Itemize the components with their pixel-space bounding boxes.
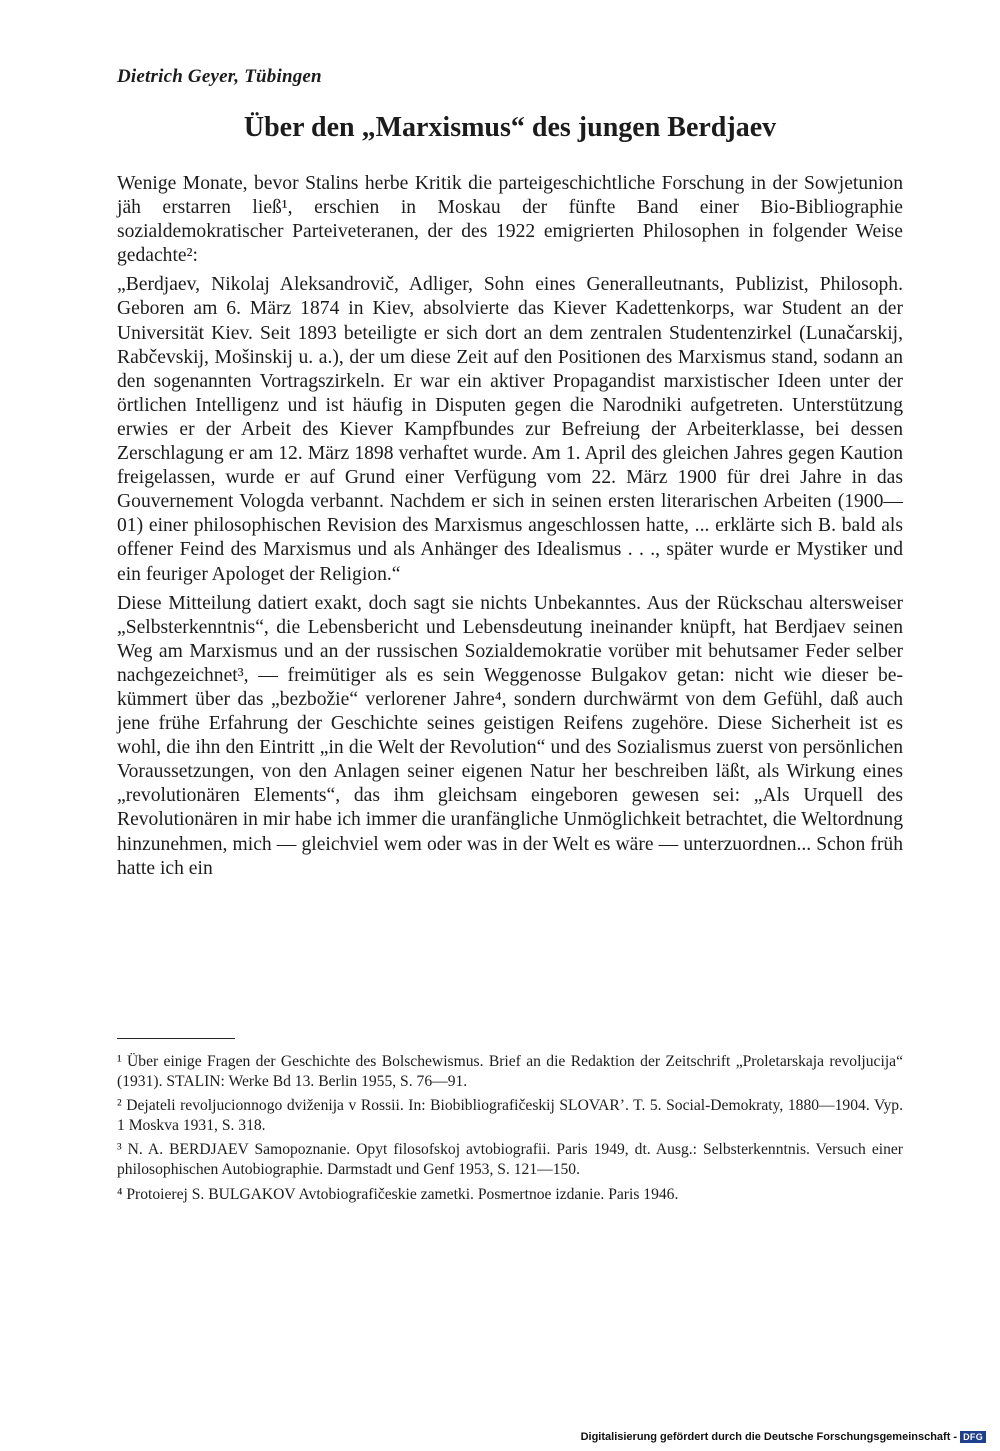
footnote-1: ¹ Über einige Fragen der Geschichte des Bolschewismus. Brief an die Redaktion der Zeitschrift „Proletarskaja revoljucija“ (1931). STALIN: Werke Bd 13. Berlin 1955, S. 76—91. <box>117 1053 903 1090</box>
article-title: Über den „Marxismus“ des jungen Berdjaev <box>243 112 777 143</box>
footnote-3: ³ N. A. BERDJAEV Samopoznanie. Opyt filosofskoj avtobiografii. Paris 1949, dt. Ausg.: Selbsterkenntnis. Versuch einer philosophischen Autobiographie. Darmstadt und Genf 1953, S. 121—150. <box>117 1141 903 1178</box>
digitization-credit <box>581 1431 986 1443</box>
body-paragraph: Wenige Monate, bevor Stalins herbe Kritik die parteigeschichtliche Forschung in der Sowjetunion jäh erstarren ließ¹, erschien in Moskau der fünfte Band einer Bio-Bibliographie sozialdemokratischer Parteiveteranen, der des 1922 emigrierten Philosophen in folgender Weise gedachte²: <box>117 173 903 267</box>
credit-text: Digitalisierung gefördert durch die Deutsche Forschungsgemeinschaft - <box>580 1431 958 1443</box>
footnote-divider <box>117 1038 235 1039</box>
footnotes <box>117 1052 903 1209</box>
footnote-2: ² Dejateli revoljucionnogo dviženija v Rossii. In: Biobibliografičeskij SLOVAR’. T. 5. Social-Demokraty, 1880—1904. Vyp. 1 Moskva 1931, S. 318. <box>117 1097 903 1134</box>
body-paragraph: Diese Mitteilung datiert exakt, doch sagt sie nichts Unbekanntes. Aus der Rückschau altersweiser „Selbsterkenntnis“, die Lebensbericht und Lebensdeutung ineinander knüpft, hat Berdjaev seinen Weg am Marxismus und an der russischen Sozialdemokratie vorüber mit behutsamer Feder selber nachgezeichnet³, — freimütiger als es sein Weggenosse Bulgakov getan: nicht wie dieser bekümmert über das „bezbožie“ verlorener Jahre⁴, sondern durchwärmt von dem Gefühl, daß auch jene frühe Erfahrung der Geschichte seines geistigen Reifens zugehöre. Diese Sicherheit ist es wohl, die ihn den Eintritt „in die Welt der Revolution“ und des Sozialismus zuerst von persönlichen Voraussetzungen, von den Anlagen seiner eigenen Natur her beschreiben läßt, als Wirkung eines „revolutionären Elements“, das ihm gleichsam eingeboren gewesen sei: „Als Urquell des Revolutionären in mir habe ich immer die uranfängliche Unmöglichkeit betrachtet, die Weltordnung hinzunehmen, mich — gleichviel wem oder was in der Welt es wäre — unterzuordnen... Schon früh hatte ich ein <box>117 592 903 879</box>
footnote-4: ⁴ Protoierej S. BULGAKOV Avtobiografičeskie zametki. Posmertnoe izdanie. Paris 1946. <box>117 1185 679 1203</box>
dfg-logo: DFG <box>960 1431 986 1443</box>
body-quotation: „Berdjaev, Nikolaj Aleksandrovič, Adliger, Sohn eines Generalleutnants, Publizist, Philosoph. Geboren am 6. März 1874 in Kiev, absolvierte das Kiever Kadettenkorps, war Student an der Universität Kiev. Seit 1893 beteiligte er sich dort an dem zentralen Studentenzirkel (Lunačarskij, Rabčevskij, Mošinskij u. a.), der um diese Zeit auf den Positionen des Marxismus stand, sodann an den sogenannten Vortragszirkeln. Er war ein aktiver Propagandist marxistischer Ideen unter der örtlichen Intelligenz und ist häufig in Disputen gegen die Narodniki aufgetreten. Unterstützung erwies er der Arbeit des Kiever Kampfbundes zur Befreiung der Arbeiterklasse, bei dessen Zerschlagung er am 12. März 1898 verhaftet wurde. Am 1. April des gleichen Jahres gegen Kaution freigelassen, wurde er auf Grund einer Verfügung vom 22. März 1900 für drei Jahre in das Gouvernement Vologda verbannt. Nachdem er sich in seinen ersten literarischen Arbeiten (1900—01) einer philosophischen Revision des Marxismus angeschlossen hatte, ... erklärte sich B. bald als offener Feind des Marxismus und als Anhänger des Idealismus . . ., später wurde er Mystiker und ein feuriger Apologet der Religion.“ <box>117 274 903 585</box>
article-body <box>117 172 903 881</box>
author-line: Dietrich Geyer, Tübingen <box>117 66 322 87</box>
